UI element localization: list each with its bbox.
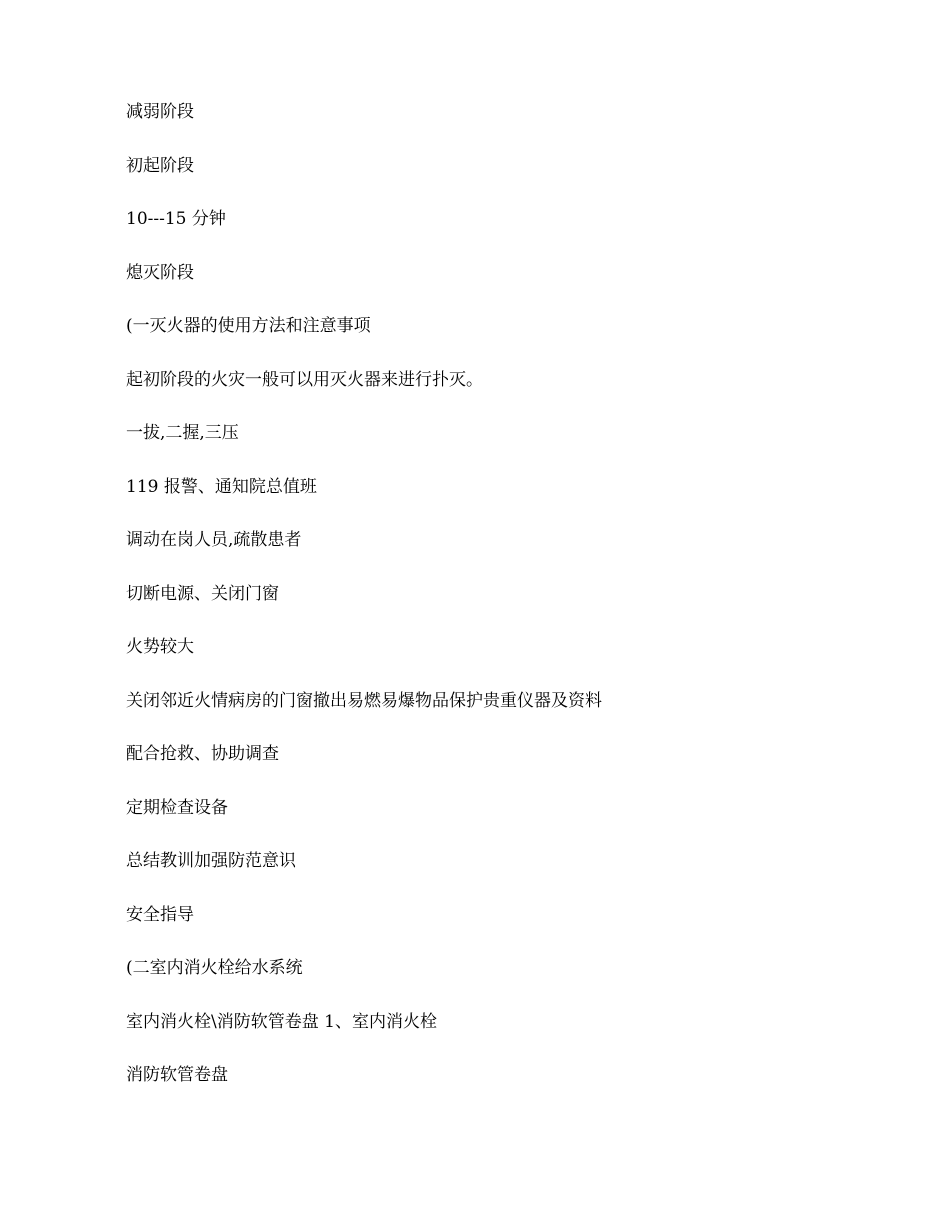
- text-line: 总结教训加强防范意识: [126, 851, 296, 871]
- text-line: 初起阶段: [126, 156, 194, 176]
- text-line: 119 报警、通知院总值班: [126, 477, 317, 497]
- text-line: 配合抢救、协助调查: [126, 744, 279, 764]
- section-heading: (二室内消火栓给水系统: [126, 958, 303, 978]
- text-line: 一拔,二握,三压: [126, 423, 239, 443]
- text-line: 熄灭阶段: [126, 263, 194, 283]
- text-line: 室内消火栓\消防软管卷盘 1、室内消火栓: [126, 1012, 437, 1032]
- text-line: 调动在岗人员,疏散患者: [126, 530, 302, 550]
- text-line: 10---15 分钟: [126, 209, 226, 229]
- text-line: 火势较大: [126, 637, 194, 657]
- text-line: 减弱阶段: [126, 102, 194, 122]
- section-heading: (一灭火器的使用方法和注意事项: [126, 316, 371, 336]
- text-line: 安全指导: [126, 905, 194, 925]
- text-line: 消防软管卷盘: [126, 1065, 228, 1085]
- text-line: 定期检查设备: [126, 798, 228, 818]
- text-line: 关闭邻近火情病房的门窗撤出易燃易爆物品保护贵重仪器及资料: [126, 691, 602, 711]
- text-line: 起初阶段的火灾一般可以用灭火器来进行扑灭。: [126, 370, 483, 390]
- text-line: 切断电源、关闭门窗: [126, 584, 279, 604]
